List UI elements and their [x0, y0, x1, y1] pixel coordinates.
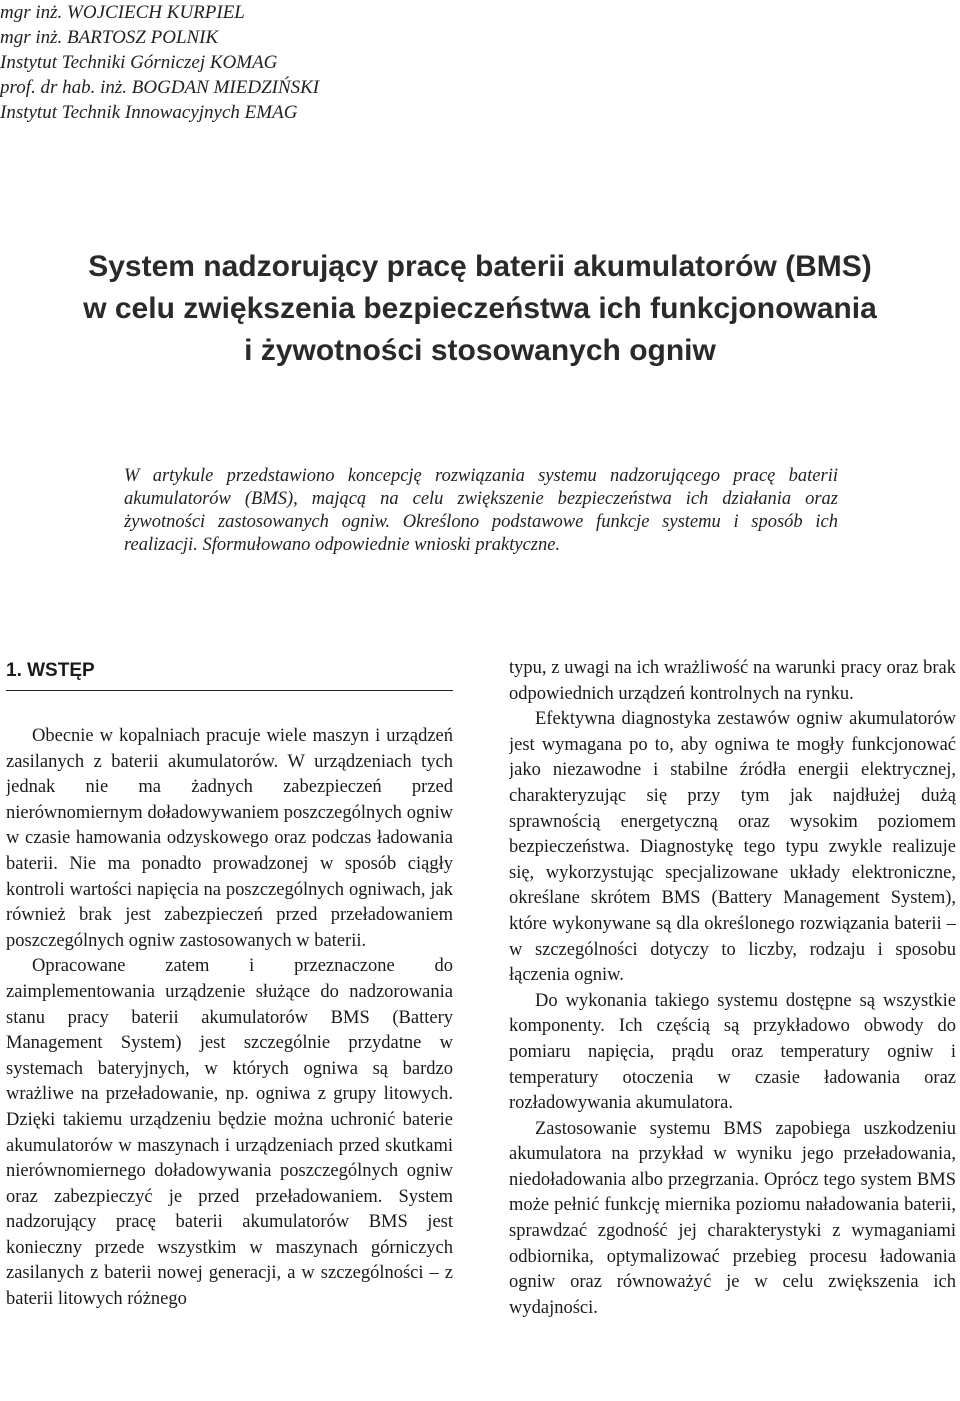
body-paragraph: typu, z uwagi na ich wrażliwość na warunki pracy oraz brak odpowiednich urządzeń kontrolnych na rynku. [509, 658, 956, 704]
body-column-right [509, 656, 956, 1401]
section-rule [6, 690, 453, 691]
abstract-text: W artykule przedstawiono koncepcję rozwiązania systemu nadzorującego pracę baterii akumulatorów (BMS), mającą na celu zwiększenie bezpieczeństwa ich działania oraz żywotności zastosowanych ogniw. Określono podstawowe funkcje systemu i sposób ich realizacji. Sformułowano odpowiednie wnioski praktyczne. [124, 466, 838, 555]
body-paragraph: Opracowane zatem i przeznaczone do zaimplementowania urządzenie służące do nadzorowania stanu pracy baterii akumulatorów BMS (Battery Management System) jest szczególnie przydatne w systemach bateryjnych, w których ogniwa są bardzo wrażliwe na przeładowanie, np. ogniwa z grupy litowych. Dzięki takiemu urządzeniu będzie można uchronić baterie akumulatorów w maszynach i urządzeniach przed skutkami nierównomiernego doładowywania poszczególnych ogniw oraz zabezpieczyć je przed przeładowaniem. System nadzorujący pracę baterii akumulatorów BMS jest konieczny przede wszystkim w maszynach górniczych zasilanych z baterii nowej generacji, a w szczególności – z baterii litowych różnego [6, 956, 453, 1310]
section-heading: 1. WSTĘP [6, 660, 95, 681]
author-name: prof. dr hab. inż. BOGDAN MIEDZIŃSKI [0, 77, 320, 98]
author-affiliation: Instytut Technik Innowacyjnych EMAG [0, 102, 298, 123]
paper-title [0, 246, 960, 372]
author-block [0, 0, 500, 125]
title-line: System nadzorujący pracę baterii akumulatorów (BMS) [88, 250, 872, 283]
body-paragraph: Zastosowanie systemu BMS zapobiega uszkodzeniu akumulatora na przykład w wyniku jego przeładowania, niedoładowania albo przegrzania. Oprócz tego system BMS może pełnić funkcję miernika poziomu naładowania baterii, sprawdzać zgodność jej charakterystyki z wymaganiami odbiornika, optymalizować przebieg procesu ładowania ogniw oraz równoważyć je w celu zwiększenia ich wydajności. [509, 1118, 956, 1318]
body-paragraph: Obecnie w kopalniach pracuje wiele maszyn i urządzeń zasilanych z baterii akumulatorów. W urządzeniach tych jednak nie ma żadnych zabezpieczeń przed nierównomiernym doładowywaniem poszczególnych ogniw w czasie hamowania odzyskowego oraz podczas ładowania baterii. Nie ma ponadto prowadzonej w sposób ciągły kontroli wartości napięcia na poszczególnych ogniwach, jak również brak jest zabezpieczeń przed przeładowaniem poszczególnych ogniw zastosowanych w baterii. [6, 726, 453, 951]
body-paragraph: Do wykonania takiego systemu dostępne są wszystkie komponenty. Ich częścią są przykładowo obwody do pomiaru napięcia, prądu oraz temperatury ogniw i temperatury otoczenia w czasie ładowania oraz rozładowywania akumulatora. [509, 990, 956, 1114]
body-column-left [6, 655, 453, 1400]
author-affiliation: Instytut Techniki Górniczej KOMAG [0, 52, 278, 73]
title-line: w celu zwiększenia bezpieczeństwa ich funkcjonowania [83, 292, 877, 325]
author-name: mgr inż. BARTOSZ POLNIK [0, 27, 219, 48]
body-paragraph: Efektywna diagnostyka zestawów ogniw akumulatorów jest wymagana po to, aby ogniwa te mogły funkcjonować jako niezawodne i stabilne źródła energii elektrycznej, charakteryzując się przy tym jak najdłużej dużą sprawnością energetyczną oraz wysokim poziomem bezpieczeństwa. Diagnostykę tego typu zwykle realizuje się, wykorzystując specjalizowane układy elektroniczne, określane skrótem BMS (Battery Management System), które wykonywane są dla określonego rozwiązania baterii – w szczególności dotyczy to liczby, rodzaju i sposobu łączenia ogniw. [509, 709, 956, 986]
title-line: i żywotności stosowanych ogniw [244, 334, 716, 367]
abstract [124, 465, 838, 557]
author-name: mgr inż. WOJCIECH KURPIEL [0, 2, 245, 23]
